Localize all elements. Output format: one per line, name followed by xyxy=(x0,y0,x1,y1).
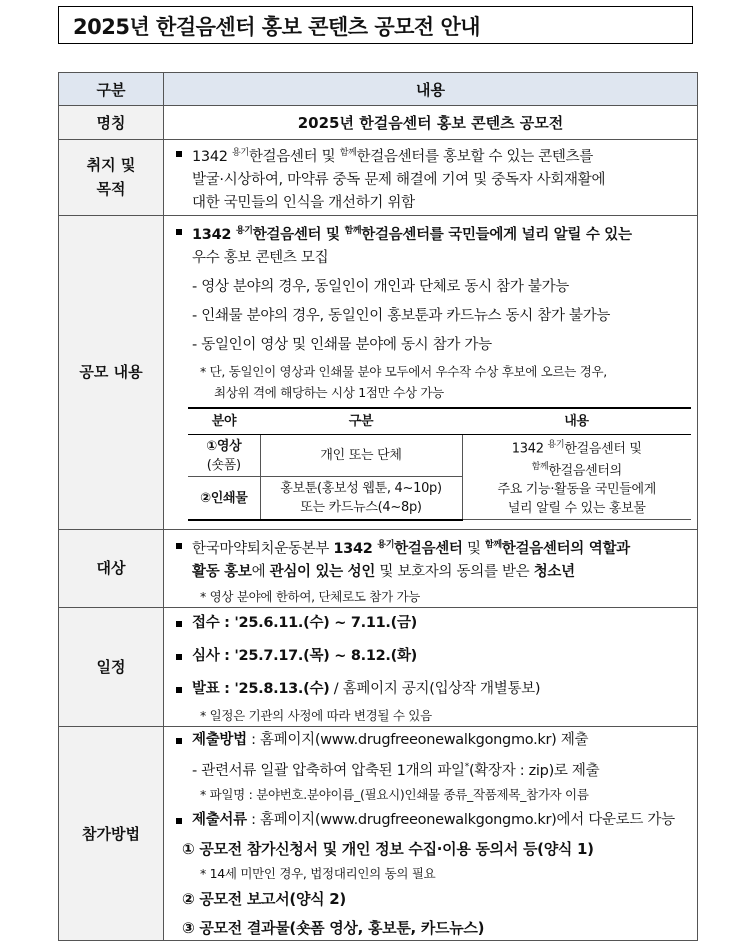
header-category: 구분 xyxy=(59,73,164,106)
method-content xyxy=(164,726,698,941)
label-target: 대상 xyxy=(59,529,164,607)
row-target xyxy=(59,529,698,607)
document-1: ① 공모전 참가신청서 및 개인 정보 수집·이용 동의서 등(양식 1) xyxy=(182,840,594,859)
schedule-content xyxy=(164,607,698,726)
purpose-content: 1342 $^{용기}$한걸음센터 및 $^{함께}$한걸음센터를 홍보할 수 있는 콘텐츠를 발굴·시상하여, 마약류 중독 문제 해결에 기여 및 중독자 사회재활에 대한 국민들의 인식을 개선하기 위함 xyxy=(164,140,698,216)
contest-rule-1: - 영상 분야의 경우, 동일인이 개인과 단체로 동시 참가 불가능 xyxy=(192,278,569,295)
row-method xyxy=(59,726,698,941)
schedule-review: 심사 : '25.7.17.(목) ~ 8.12.(화) xyxy=(172,645,693,668)
row-purpose xyxy=(59,140,698,216)
contest-name: 2025년 한걸음센터 홍보 콘텐츠 공모전 xyxy=(164,106,698,140)
category-print-type: 홍보툰(홍보성 웹툰, 4~10p) 또는 카드뉴스(4~8p) xyxy=(260,477,462,520)
schedule-announce: 발표 : '25.8.13.(수) / 홈페이지 공지(입상작 개별통보) xyxy=(172,678,693,701)
page-title: 2025년 한걸음센터 홍보 콘텐츠 공모전 안내 xyxy=(73,15,481,39)
method-filename-note: * 파일명 : 분야번호.분야이름_(필요시)인쇄물 종류_작품제목_참가자 이름 xyxy=(200,787,589,803)
category-print: ②인쇄물 xyxy=(188,477,260,520)
contest-content: 1342 $^{용기}$한걸음센터 및 $^{함께}$한걸음센터를 국민들에게 널리 알릴 수 있는 우수 홍보 콘텐츠 모집 - 영상 분야의 경우, 동일인이 개인과 단체로 동시 참가 불가능 - 인쇄물 분야의 경우, 동일인이 홍보툰과 카드뉴스 동시 참가 불가능 - 동일인이 영상 및 인쇄물 분야에 동시 참가 가능 * 단, 동일인이 영상과 인쇄물 분야 모두에서 우수작 수상 후보에 오르는 경우, 최상위 격에 해당하는 시상 1점만 수상 가능 분야 구분 내용 ①영상 (숏폼) 개인 또는 단체 1342 $^{용기}$한걸음센터 및 $^{함께}$한걸음센터의 주요 기능·활동을 국민들에게 널리 알릴 수 있는 홍보물 ②인쇄물 홍보툰(홍보성 웹툰, 4~10p) 또는 카드뉴스(4~8p) xyxy=(164,215,698,529)
schedule-note: * 일정은 기관의 사정에 따라 변경될 수 있음 xyxy=(200,707,432,723)
title-box xyxy=(58,6,693,44)
target-content: 한국마약퇴치운동본부 1342 $^{용기}$한걸음센터 및 $^{함께}$한걸음센터의 역할과 활동 홍보에 관심이 있는 성인 및 보호자의 동의를 받은 청소년 * 영상 분야에 한하여, 단체로도 참가 가능 xyxy=(164,529,698,607)
label-contest: 공모 내용 xyxy=(59,215,164,529)
table-header-row xyxy=(59,73,698,106)
contest-rule-2: - 인쇄물 분야의 경우, 동일인이 홍보툰과 카드뉴스 동시 참가 불가능 xyxy=(192,307,611,324)
method-file-rule: - 관련서류 일괄 압축하여 압축된 1개의 파일*(확장자 : zip)로 제출 xyxy=(192,761,600,779)
label-name: 명칭 xyxy=(59,106,164,140)
document-3: ③ 공모전 결과물(숏폼 영상, 홍보툰, 카드뉴스) xyxy=(182,919,485,938)
label-schedule: 일정 xyxy=(59,607,164,726)
label-method: 참가방법 xyxy=(59,726,164,941)
target-note: * 영상 분야에 한하여, 단체로도 참가 가능 xyxy=(200,588,421,604)
category-description: 1342 $^{용기}$한걸음센터 및 $^{함께}$한걸음센터의 주요 기능·활동을 국민들에게 널리 알릴 수 있는 홍보물 xyxy=(462,434,691,520)
info-table xyxy=(58,72,698,941)
contest-rule-3: - 동일인이 영상 및 인쇄물 분야에 동시 참가 가능 xyxy=(192,336,492,353)
method-documents: 제출서류 : 홈페이지(www.drugfreeonewalkgongmo.kr)에서 다운로드 가능 xyxy=(172,809,693,832)
row-schedule xyxy=(59,607,698,726)
label-purpose: 취지 및 목적 xyxy=(59,140,164,216)
contest-bullet: 1342 $^{용기}$한걸음센터 및 $^{함께}$한걸음센터를 국민들에게 널리 알릴 수 있는 xyxy=(172,220,693,247)
category-table: 분야 구분 내용 ①영상 (숏폼) 개인 또는 단체 1342 $^{용기}$한걸음센터 및 $^{함께}$한걸음센터의 주요 기능·활동을 국민들에게 널리 알릴 수 있는 홍보물 ②인쇄물 홍보툰(홍보성 웹툰, 4~10p) 또는 카드뉴스(4~8p) xyxy=(188,407,691,521)
schedule-submit: 접수 : '25.6.11.(수) ~ 7.11.(금) xyxy=(172,612,693,635)
header-content: 내용 xyxy=(164,73,698,106)
row-contest xyxy=(59,215,698,529)
document-1-note: * 14세 미만인 경우, 법정대리인의 동의 필요 xyxy=(200,866,436,882)
purpose-bullet: 1342 $^{용기}$한걸음센터 및 $^{함께}$한걸음센터를 홍보할 수 있는 콘텐츠를 xyxy=(172,142,693,169)
row-name xyxy=(59,106,698,140)
method-submit: 제출방법 : 홈페이지(www.drugfreeonewalkgongmo.kr) 제출 xyxy=(172,729,693,752)
contest-note: * 단, 동일인이 영상과 인쇄물 분야 모두에서 우수작 수상 후보에 오르는 경우, xyxy=(200,363,607,379)
category-video: ①영상 (숏폼) xyxy=(188,434,260,477)
target-bullet: 한국마약퇴치운동본부 1342 $^{용기}$한걸음센터 및 $^{함께}$한걸음센터의 역할과 xyxy=(172,534,693,561)
document-2: ② 공모전 보고서(양식 2) xyxy=(182,890,346,909)
category-video-type: 개인 또는 단체 xyxy=(260,434,462,477)
